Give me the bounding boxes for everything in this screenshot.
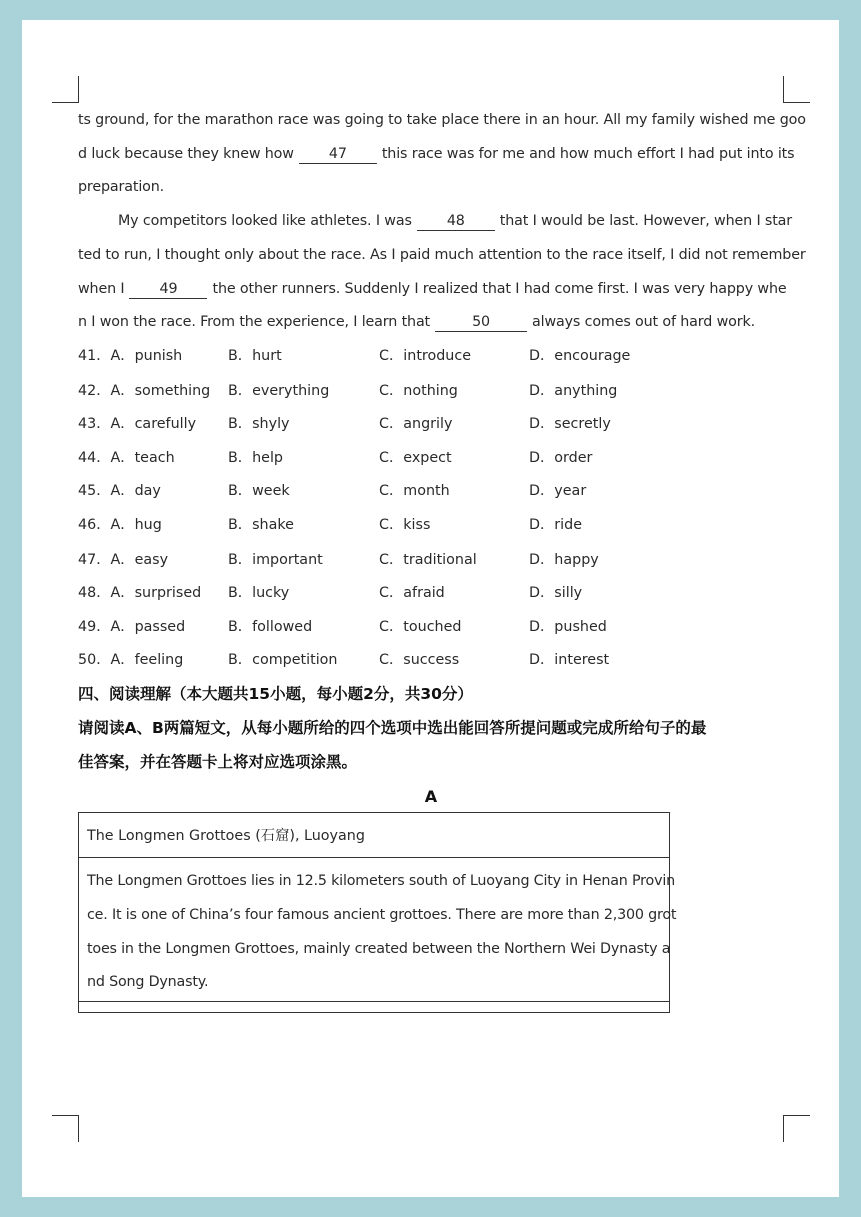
option-a: 42．A．something (78, 383, 211, 399)
crop-mark-bottom-right (783, 1115, 810, 1142)
option-c: C．month (379, 483, 450, 499)
passage-line: preparation. (78, 179, 165, 195)
option-a: 49．A．passed (78, 619, 186, 635)
option-c: C．touched (379, 619, 462, 635)
passage-table (78, 812, 677, 1013)
option-a: 48．A．surprised (78, 585, 202, 601)
crop-mark-top-left (52, 76, 79, 103)
blank-49: 49 (129, 281, 207, 299)
section-instructions: 请阅读A、B两篇短文，从每小题所给的四个选项中选出能回答所提问题或完成所给句子的最 (78, 719, 707, 737)
option-b: B．lucky (228, 585, 290, 601)
option-d: D．encourage (529, 348, 631, 364)
option-a: 46．A．hug (78, 517, 162, 533)
exam-page (22, 20, 839, 1197)
option-b: B．shyly (228, 416, 290, 432)
crop-mark-top-right (783, 76, 810, 103)
option-b: B．help (228, 450, 284, 466)
option-c: C．nothing (379, 383, 458, 399)
option-d: D．silly (529, 585, 583, 601)
option-c: C．introduce (379, 348, 472, 364)
option-b: B．important (228, 552, 323, 568)
option-c: C．expect (379, 450, 452, 466)
option-b: B．hurt (228, 348, 282, 364)
option-b: B．week (228, 483, 290, 499)
table-header (79, 813, 669, 858)
table-body-line: toes in the Longmen Grottoes, mainly created between the Northern Wei Dynasty a (87, 941, 671, 957)
option-d: D．year (529, 483, 587, 499)
section-title: 四、阅读理解（本大题共15小题，每小题2分，共30分） (78, 685, 473, 703)
option-c: C．traditional (379, 552, 477, 568)
option-b: B．shake (228, 517, 294, 533)
passage-line: ted to run, I thought only about the race. As I paid much attention to the race itself, I did not remember (78, 247, 806, 263)
table-body-line: nd Song Dynasty. (87, 974, 209, 990)
blank-48: 48 (417, 213, 495, 231)
option-d: D．ride (529, 517, 583, 533)
option-a: 45．A．day (78, 483, 161, 499)
option-c: C．kiss (379, 517, 431, 533)
option-d: D．interest (529, 652, 610, 668)
passage-line: d luck because they knew how 47 this race was for me and how much effort I had put into its (78, 146, 795, 162)
blank-47: 47 (299, 146, 377, 164)
section-instructions: 佳答案，并在答题卡上将对应选项涂黑。 (78, 753, 358, 771)
option-a: 50．A．feeling (78, 652, 184, 668)
option-d: D．happy (529, 552, 599, 568)
option-b: B．everything (228, 383, 330, 399)
option-c: C．afraid (379, 585, 445, 601)
option-a: 44．A．teach (78, 450, 175, 466)
option-d: D．anything (529, 383, 618, 399)
option-b: B．followed (228, 619, 313, 635)
passage-line: ts ground, for the marathon race was going to take place there in an hour. All my family wished me goo (78, 112, 806, 128)
part-label: A (424, 787, 438, 806)
table-body-line: The Longmen Grottoes lies in 12.5 kilometers south of Luoyang City in Henan Provin (87, 873, 675, 889)
table-divider (79, 1001, 669, 1002)
option-d: D．order (529, 450, 593, 466)
table-header-text: The Longmen Grottoes (石窟), Luoyang (87, 828, 365, 844)
option-a: 47．A．easy (78, 552, 169, 568)
passage-line: My competitors looked like athletes. I was 48 that I would be last. However, when I star (118, 213, 793, 229)
option-a: 41．A．punish (78, 348, 183, 364)
passage-line: when I 49 the other runners. Suddenly I realized that I had come first. I was very happy whe (78, 281, 787, 297)
passage-line: n I won the race. From the experience, I learn that 50 always comes out of hard work. (78, 314, 755, 330)
option-c: C．angrily (379, 416, 453, 432)
blank-50: 50 (435, 314, 527, 332)
option-b: B．competition (228, 652, 338, 668)
option-d: D．secretly (529, 416, 611, 432)
table-body-line: ce. It is one of China’s four famous ancient grottoes. There are more than 2,300 grot (87, 907, 677, 923)
option-a: 43．A．carefully (78, 416, 197, 432)
option-d: D．pushed (529, 619, 607, 635)
crop-mark-bottom-left (52, 1115, 79, 1142)
option-c: C．success (379, 652, 460, 668)
